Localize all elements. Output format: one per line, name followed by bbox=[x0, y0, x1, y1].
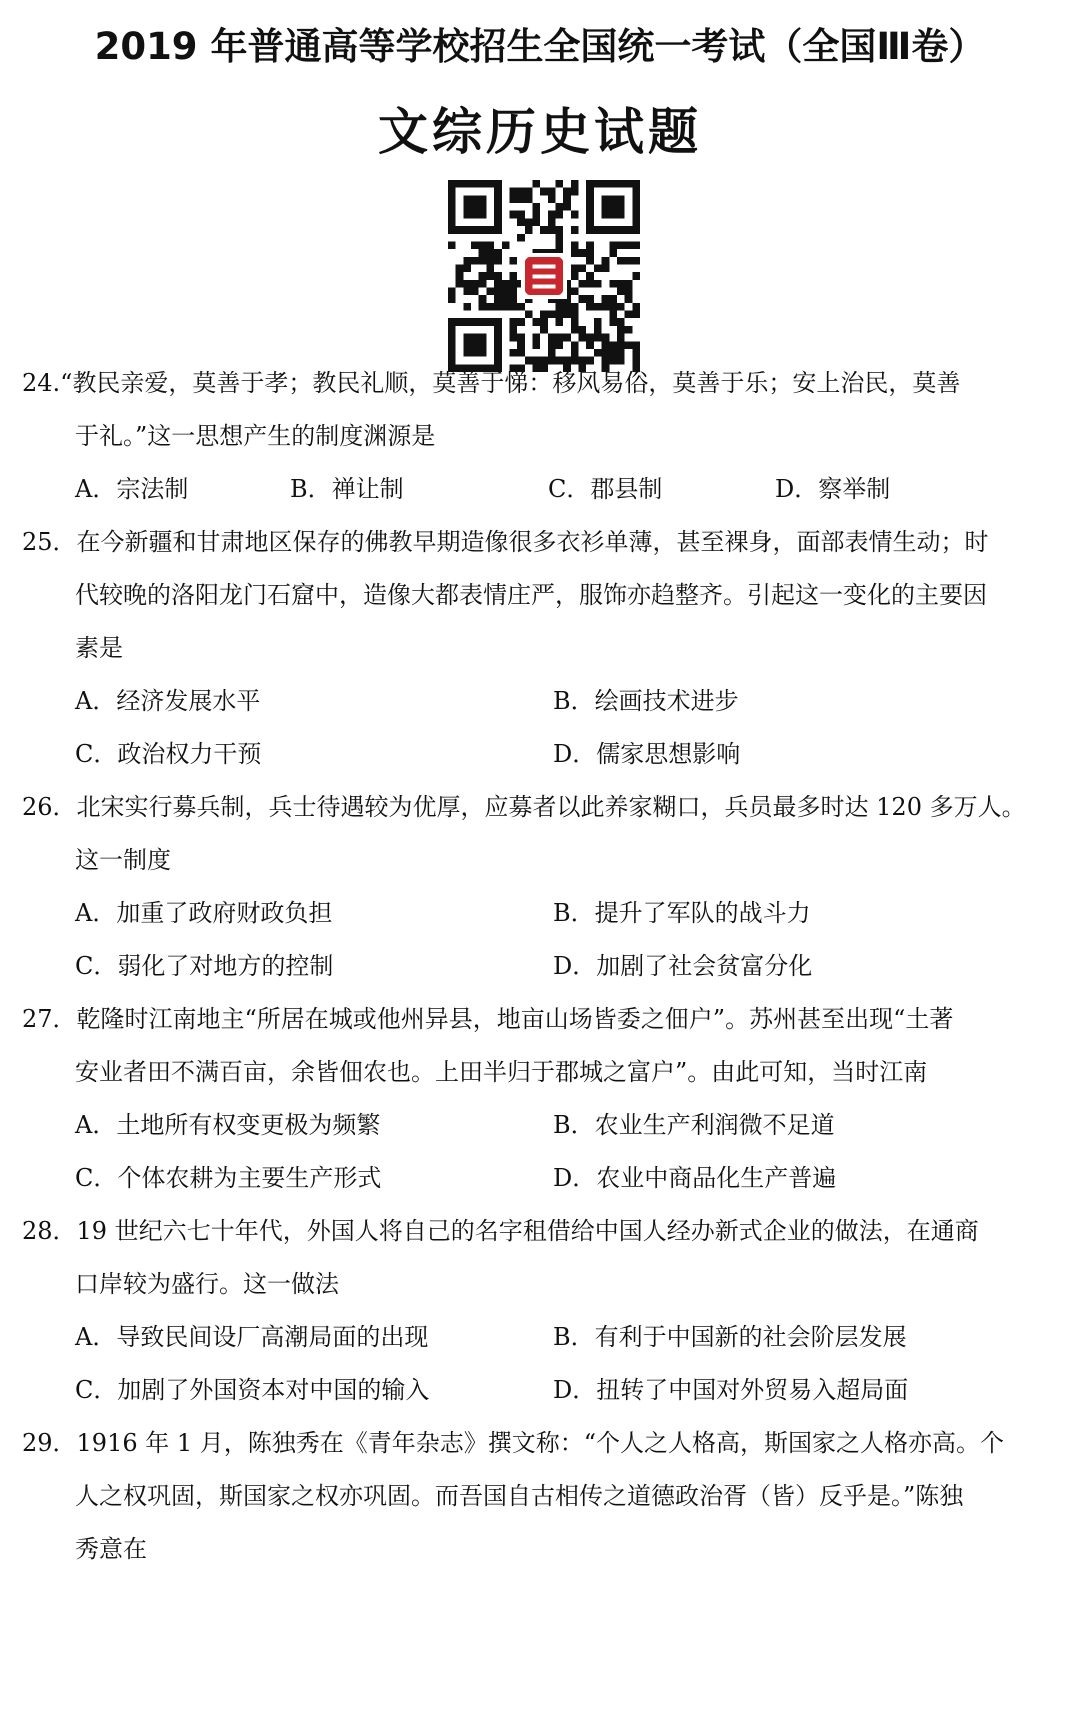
question-29-line-1: 29．1916 年 1 月，陈独秀在《青年杂志》撰文称：“个人之人格高，斯国家之人格亦高。个 bbox=[22, 1429, 1005, 1457]
question-25-option-d: D．儒家思想影响 bbox=[553, 740, 741, 768]
question-24-option-d: D．察举制 bbox=[775, 475, 891, 503]
question-27-option-a: A．土地所有权变更极为频繁 bbox=[75, 1111, 381, 1139]
question-25-line-2: 代较晚的洛阳龙门石窟中，造像大都表情庄严，服饰亦趋整齐。引起这一变化的主要因 bbox=[75, 581, 987, 609]
question-28-option-c: C．加剧了外国资本对中国的输入 bbox=[75, 1376, 430, 1404]
question-29-line-3: 秀意在 bbox=[75, 1535, 147, 1563]
question-27-option-c: C．个体农耕为主要生产形式 bbox=[75, 1164, 382, 1192]
question-24-option-c: C．郡县制 bbox=[548, 475, 663, 503]
question-28-option-a: A．导致民间设厂高潮局面的出现 bbox=[75, 1323, 429, 1351]
question-28-line-2: 口岸较为盛行。这一做法 bbox=[75, 1270, 339, 1298]
exam-subtitle: 文综历史试题 bbox=[378, 103, 702, 161]
question-26-option-a: A．加重了政府财政负担 bbox=[75, 899, 333, 927]
question-26-option-d: D．加剧了社会贫富分化 bbox=[553, 952, 813, 980]
question-26-option-b: B．提升了军队的战斗力 bbox=[553, 899, 811, 927]
question-26-line-2: 这一制度 bbox=[75, 846, 171, 874]
question-27-option-d: D．农业中商品化生产普遍 bbox=[553, 1164, 837, 1192]
question-28-line-1: 28．19 世纪六七十年代，外国人将自己的名字租借给中国人经办新式企业的做法，在通商 bbox=[22, 1217, 979, 1245]
question-25-option-c: C．政治权力干预 bbox=[75, 740, 262, 768]
question-28-option-b: B．有利于中国新的社会阶层发展 bbox=[553, 1323, 907, 1351]
question-25-option-a: A．经济发展水平 bbox=[75, 687, 261, 715]
exam-title: 2019 年普通高等学校招生全国统一考试（全国Ⅲ卷） bbox=[94, 25, 986, 68]
question-24-line-2: 于礼。”这一思想产生的制度渊源是 bbox=[75, 422, 436, 450]
question-26-option-c: C．弱化了对地方的控制 bbox=[75, 952, 334, 980]
question-28-option-d: D．扭转了中国对外贸易入超局面 bbox=[553, 1376, 909, 1404]
question-26-line-1: 26．北宋实行募兵制，兵士待遇较为优厚，应募者以此养家糊口，兵员最多时达 120 多万人。 bbox=[22, 793, 1026, 821]
question-27-line-2: 安业者田不满百亩，余皆佃农也。上田半归于郡城之富户”。由此可知，当时江南 bbox=[75, 1058, 928, 1086]
question-27-option-b: B．农业生产利润微不足道 bbox=[553, 1111, 835, 1139]
question-29-line-2: 人之权巩固，斯国家之权亦巩固。而吾国自古相传之道德政治胥（皆）反乎是。”陈独 bbox=[75, 1482, 964, 1510]
question-25-option-b: B．绘画技术进步 bbox=[553, 687, 739, 715]
question-24-option-b: B．禅让制 bbox=[290, 475, 404, 503]
question-24-option-a: A．宗法制 bbox=[75, 475, 189, 503]
question-27-line-1: 27．乾隆时江南地主“所居在城或他州异县，地亩山场皆委之佃户”。苏州甚至出现“土著 bbox=[22, 1005, 954, 1033]
question-24-line-1: 24.“教民亲爱，莫善于孝；教民礼顺，莫善于悌：移风易俗，莫善于乐；安上治民，莫善 bbox=[22, 369, 961, 397]
question-25-line-1: 25．在今新疆和甘肃地区保存的佛教早期造像很多衣衫单薄，甚至裸身，面部表情生动；时 bbox=[22, 528, 989, 556]
question-25-line-3: 素是 bbox=[75, 634, 123, 662]
qr-code-icon bbox=[448, 180, 640, 372]
